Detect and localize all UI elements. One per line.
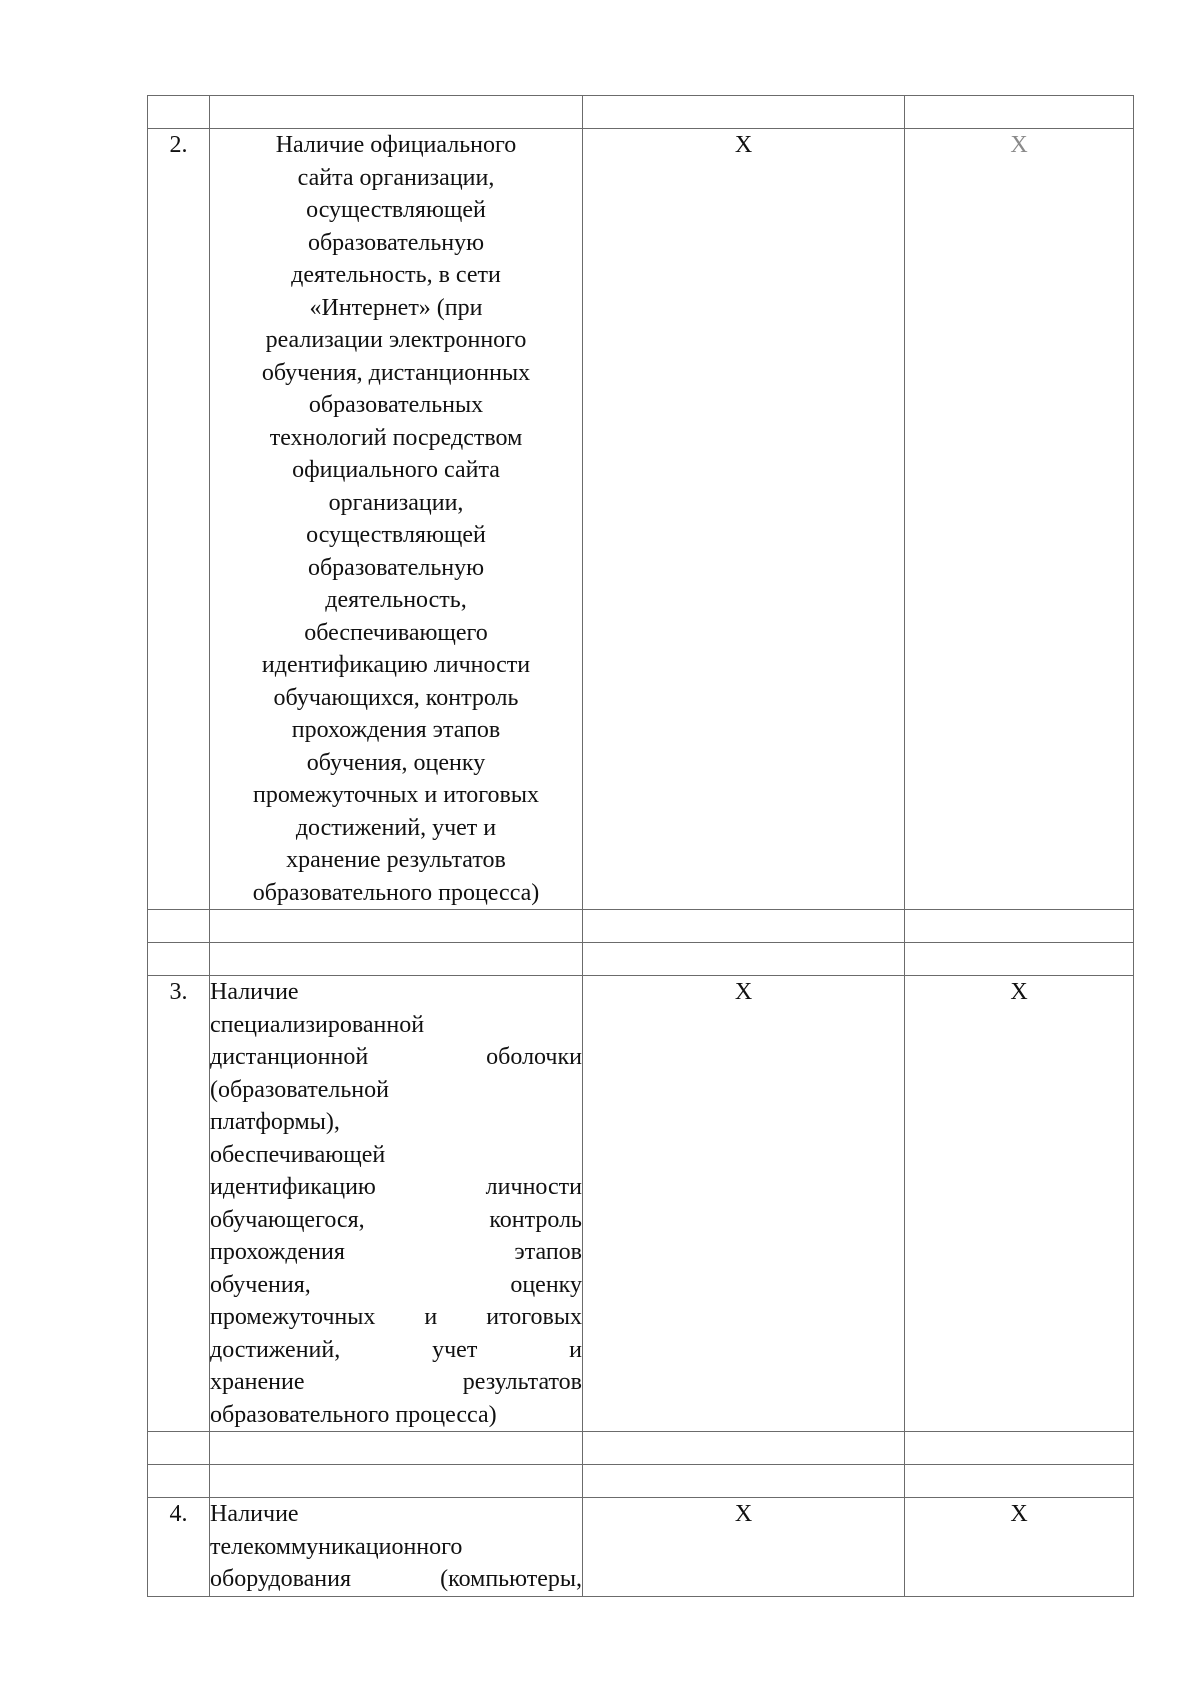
row-number: 3. bbox=[148, 976, 210, 1432]
table-row bbox=[148, 1498, 1134, 1597]
description-line: обеспечивающего bbox=[304, 619, 488, 646]
description-line: Наличие bbox=[210, 979, 299, 1005]
empty-cell bbox=[905, 1432, 1134, 1465]
description-line: прохождения этапов bbox=[291, 717, 501, 743]
description-line: обучения, оценку bbox=[306, 749, 486, 776]
empty-cell bbox=[148, 1432, 210, 1465]
description-line: хранение результатов bbox=[210, 1369, 582, 1395]
description-line: телекоммуникационного bbox=[210, 1533, 463, 1560]
description-line: обеспечивающей bbox=[210, 1141, 386, 1168]
empty-cell bbox=[583, 1465, 905, 1498]
empty-cell bbox=[905, 943, 1134, 976]
description-line: Наличие официального bbox=[275, 132, 517, 158]
table-row bbox=[148, 129, 1134, 910]
empty-cell bbox=[210, 910, 583, 943]
row-number: 2. bbox=[148, 129, 210, 910]
description-line: сайта организации, bbox=[297, 164, 495, 191]
description-line: официального сайта bbox=[292, 457, 500, 483]
requirements-table bbox=[147, 95, 1134, 1597]
description-line: идентификацию личности bbox=[261, 652, 531, 678]
description-line: обучающихся, контроль bbox=[273, 684, 519, 711]
empty-row bbox=[148, 910, 1134, 943]
description-line: промежуточных и итоговых bbox=[253, 782, 539, 808]
description-line: (образовательной bbox=[210, 1076, 389, 1103]
description-line: «Интернет» (при bbox=[309, 294, 483, 321]
description-line: идентификацию личности bbox=[210, 1174, 582, 1200]
empty-cell bbox=[148, 96, 210, 129]
empty-cell bbox=[148, 910, 210, 943]
description-line: реализации электронного bbox=[265, 327, 527, 353]
row-description bbox=[210, 1498, 583, 1597]
empty-cell bbox=[583, 910, 905, 943]
empty-cell bbox=[148, 1465, 210, 1498]
description-line: образовательную bbox=[307, 554, 485, 581]
description-line: платформы), bbox=[210, 1109, 340, 1135]
empty-cell bbox=[583, 96, 905, 129]
description-line: образовательных bbox=[308, 392, 484, 418]
empty-cell bbox=[148, 943, 210, 976]
mark-cell: X bbox=[905, 1498, 1134, 1597]
empty-cell bbox=[583, 1432, 905, 1465]
description-line: дистанционной оболочки bbox=[210, 1044, 582, 1070]
description-line: достижений, учет и bbox=[210, 1336, 582, 1363]
row-description bbox=[210, 976, 583, 1432]
description-line: прохождения этапов bbox=[210, 1239, 582, 1265]
description-line: хранение результатов bbox=[286, 847, 506, 873]
empty-cell bbox=[905, 1465, 1134, 1498]
mark-cell: X bbox=[583, 976, 905, 1432]
mark-cell: X bbox=[905, 129, 1134, 910]
mark-cell: X bbox=[583, 129, 905, 910]
empty-row bbox=[148, 1465, 1134, 1498]
empty-cell bbox=[583, 943, 905, 976]
description-line: деятельность, в сети bbox=[291, 262, 501, 288]
empty-cell bbox=[210, 96, 583, 129]
description-line: образовательного процесса) bbox=[252, 879, 540, 906]
empty-cell bbox=[210, 1432, 583, 1465]
description-line: обучения, дистанционных bbox=[261, 359, 531, 386]
description-line: оборудования (компьютеры, bbox=[210, 1566, 582, 1592]
description-line: образовательную bbox=[307, 229, 485, 256]
description-line: обучения, оценку bbox=[210, 1271, 582, 1298]
mark-cell: X bbox=[905, 976, 1134, 1432]
row-number: 4. bbox=[148, 1498, 210, 1597]
description-line: промежуточных и итоговых bbox=[210, 1304, 582, 1330]
empty-row bbox=[148, 96, 1134, 129]
empty-row bbox=[148, 1432, 1134, 1465]
empty-row bbox=[148, 943, 1134, 976]
description-line: обучающегося, контроль bbox=[210, 1206, 582, 1233]
empty-cell bbox=[905, 910, 1134, 943]
description-line: осуществляющей bbox=[306, 197, 486, 223]
description-line: специализированной bbox=[210, 1011, 425, 1038]
description-line: деятельность, bbox=[325, 587, 467, 613]
description-line: технологий посредством bbox=[269, 424, 523, 451]
description-line: образовательного процесса) bbox=[210, 1401, 497, 1428]
description-line: осуществляющей bbox=[306, 522, 486, 548]
description-line: Наличие bbox=[210, 1501, 299, 1527]
description-line: организации, bbox=[328, 489, 464, 516]
row-description bbox=[210, 129, 583, 910]
empty-cell bbox=[905, 96, 1134, 129]
empty-cell bbox=[210, 943, 583, 976]
description-line: достижений, учет и bbox=[295, 814, 497, 841]
empty-cell bbox=[210, 1465, 583, 1498]
mark-cell: X bbox=[583, 1498, 905, 1597]
table-row bbox=[148, 976, 1134, 1432]
